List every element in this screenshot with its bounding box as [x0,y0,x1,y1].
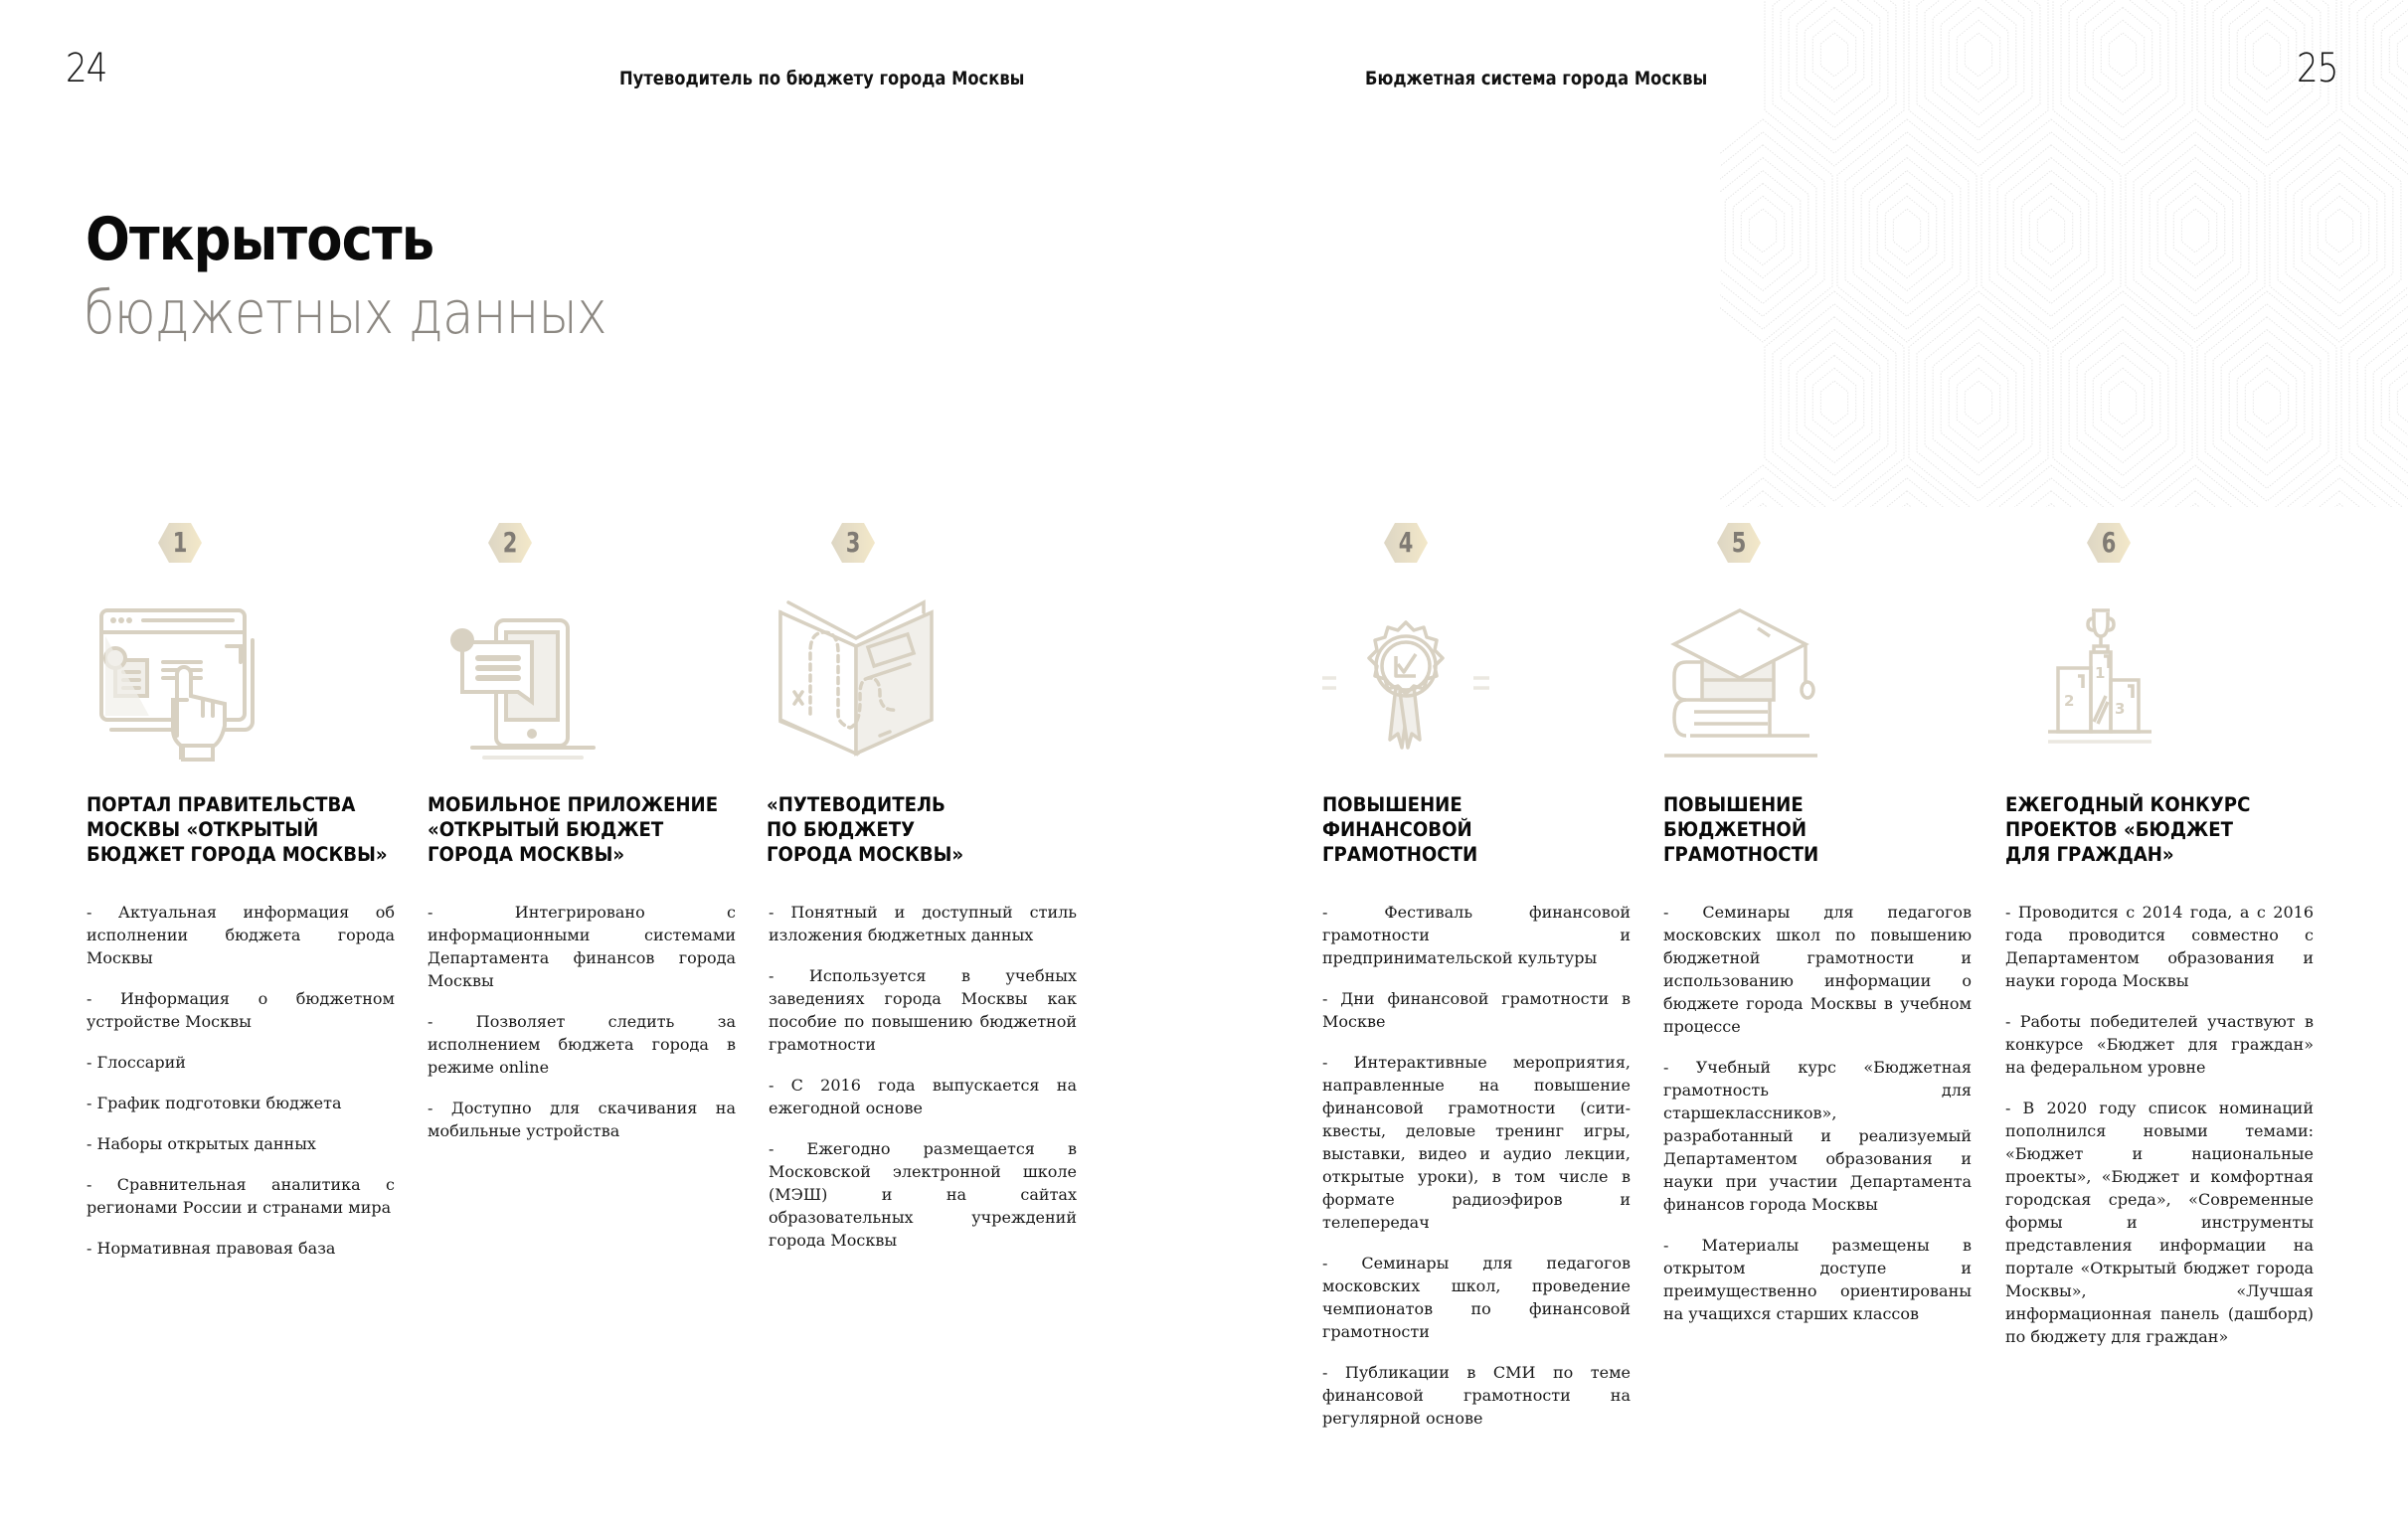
card-title-line: ФИНАНСОВОЙ [1322,818,1472,841]
card-title-line: ПО БЮДЖЕТУ [767,818,916,841]
card-title [1322,792,1619,867]
card-title [428,792,724,867]
hexagon-pattern-cell [2126,465,2265,507]
mobile-app-icon [432,596,602,765]
card-title-line: МОБИЛЬНОЕ ПРИЛОЖЕНИЕ [428,793,719,816]
card-title-line: ГРАМОТНОСТИ [1663,843,1819,866]
card-bullet-list [769,901,1077,1270]
hexagon-pattern-cell [1837,119,1977,342]
number-badge [1716,521,1762,565]
award-rosette-icon [1320,596,1489,765]
hexagon-pattern-cell [1765,0,1904,166]
card-bullet-list [2005,901,2314,1366]
list-item: - Проводится с 2014 года, а с 2016 года проводится совместно с Департаментом образования и науки города Москвы [2005,903,2314,990]
card-title [86,792,388,867]
card-bullet-list [86,901,395,1277]
page-number-right: 25 [2297,46,2338,91]
card-title-line: ГОРОДА МОСКВЫ» [428,843,625,866]
number-badge [2086,521,2132,565]
hexagon-pattern-cell [1981,465,2121,507]
running-head-right: Бюджетная система города Москвы [1365,68,1708,89]
card-title [1663,792,1960,867]
list-item: - Доступно для скачивания на мобильные устройства [428,1099,736,1140]
list-item: - Интерактивные мероприятия, направленные на повышение финансовой грамотности (сити-квесты, деловые тренинг игры, выставки, видео и аудио лекции, открытые уроки), в том числе в формате радиоэфиров и телепередач [1322,1053,1631,1232]
list-item: - Работы победителей участвуют в конкурсе «Бюджет для граждан» на федеральном уровне [2005,1012,2314,1077]
list-item: - Учебный курс «Бюджетная грамотность для старшеклассников», разработанный и реализуемый Департаментом образования и науки при участии Департамента финансов города Москвы [1663,1058,1972,1214]
page-number-left: 24 [66,46,107,91]
badge-number: 3 [845,526,861,559]
card-title-line: БЮДЖЕТ ГОРОДА МОСКВЫ» [86,843,388,866]
list-item: - Семинары для педагогов московских школ по повышению бюджетной грамотности и использованию информации о бюджете города Москвы в учебном процессе [1663,903,1972,1036]
card-title-line: ГОРОДА МОСКВЫ» [767,843,964,866]
list-item: - С 2016 года выпускается на ежегодной основе [769,1076,1077,1117]
podium-number: 2 [2064,692,2075,710]
badge-number: 1 [172,526,188,559]
hexagon-pattern-cell [2270,465,2408,507]
web-portal-touch-icon [91,596,260,765]
card-title [2005,792,2302,867]
list-item: - График подготовки бюджета [86,1094,342,1112]
card-title-line: «ПУТЕВОДИТЕЛЬ [767,793,946,816]
list-item: - Нормативная правовая база [86,1239,336,1258]
page-title: Открытость [86,205,434,274]
podium-number: 1 [2095,664,2106,682]
graduation-cap-books-icon [1658,596,1827,765]
list-item: - В 2020 году список номинаций пополнился новыми темами: «Бюджет и национальные проекты», «Бюджет и комфортная городская среда», «Современные формы и инструменты представления информации на портале «Открытый бюджет города Москвы», «Лучшая информационная панель (дашборд) по бюджету для граждан» [2005,1099,2314,1346]
card-title-line: БЮДЖЕТНОЙ [1663,818,1807,841]
card-bullet-list [1663,901,1972,1343]
card-title-line: ГРАМОТНОСТИ [1322,843,1478,866]
list-item: - Позволяет следить за исполнением бюджета города в режиме online [428,1012,736,1077]
list-item: - Информация о бюджетном устройстве Москвы [86,989,395,1031]
hexagon-pattern-cell [1981,119,2121,342]
list-item: - Глоссарий [86,1053,186,1072]
list-item: - Дни финансовой грамотности в Москве [1322,989,1631,1031]
badge-number: 4 [1398,526,1414,559]
list-item: - Понятный и доступный стиль изложения бюджетных данных [769,903,1077,944]
hexagon-pattern-cell [1837,465,1977,507]
list-item: - Используется в учебных заведениях города Москвы как пособие по повышению бюджетной грамотности [769,966,1077,1054]
list-item: - Фестиваль финансовой грамотности и предпринимательской культуры [1322,903,1631,967]
list-item: - Ежегодно размещается в Московской электронной школе (МЭШ) и на сайтах образовательных учреждений города Москвы [769,1139,1077,1250]
list-item: - Интегрировано с информационными системами Департамента финансов города Москвы [428,903,736,990]
open-book-map-icon [771,596,940,765]
card-title-line: ПОВЫШЕНИЕ [1663,793,1804,816]
number-badge [830,521,876,565]
card-title-line: МОСКВЫ «ОТКРЫТЫЙ [86,818,319,841]
card-title-line: ЕЖЕГОДНЫЙ КОНКУРС [2005,793,2251,816]
list-item: - Материалы размещены в открытом доступе и преимущественно ориентированы на учащихся старших классов [1663,1236,1972,1323]
card-bullet-list [428,901,736,1160]
badge-number: 5 [1731,526,1747,559]
card-title-line: ДЛЯ ГРАЖДАН» [2005,843,2174,866]
list-item: - Семинары для педагогов московских школ, проведение чемпионатов по финансовой грамотности [1322,1254,1631,1341]
list-item: - Актуальная информация об исполнении бюджета города Москвы [86,903,395,967]
badge-number: 6 [2101,526,2117,559]
podium-number: 3 [2115,700,2126,718]
list-item: - Сравнительная аналитика с регионами России и странами мира [86,1175,395,1217]
card-title-line: «ОТКРЫТЫЙ БЮДЖЕТ [428,818,664,841]
hexagon-pattern-cell [1720,119,1832,342]
hexagon-pattern-cell [2126,119,2265,342]
card-bullet-list [1322,901,1631,1447]
card-title-line: ПРОЕКТОВ «БЮДЖЕТ [2005,818,2233,841]
badge-number: 2 [502,526,518,559]
hexagon-pattern-cell [2053,0,2192,166]
card-title-line: ПОВЫШЕНИЕ [1322,793,1462,816]
card-title-line: ПОРТАЛ ПРАВИТЕЛЬСТВА [86,793,356,816]
running-head-left: Путеводитель по бюджету города Москвы [619,68,1025,89]
number-badge [157,521,203,565]
card-title [767,792,1063,867]
number-badge [1383,521,1429,565]
hexagon-pattern-cell [1909,0,2048,166]
number-badge [487,521,533,565]
list-item: - Наборы открытых данных [86,1134,316,1153]
list-item: - Публикации в СМИ по теме финансовой грамотности на регулярной основе [1322,1363,1631,1428]
hexagon-pattern-cell [2270,119,2408,342]
page-subtitle: бюджетных данных [84,278,606,348]
trophy-podium-icon [2028,596,2197,765]
